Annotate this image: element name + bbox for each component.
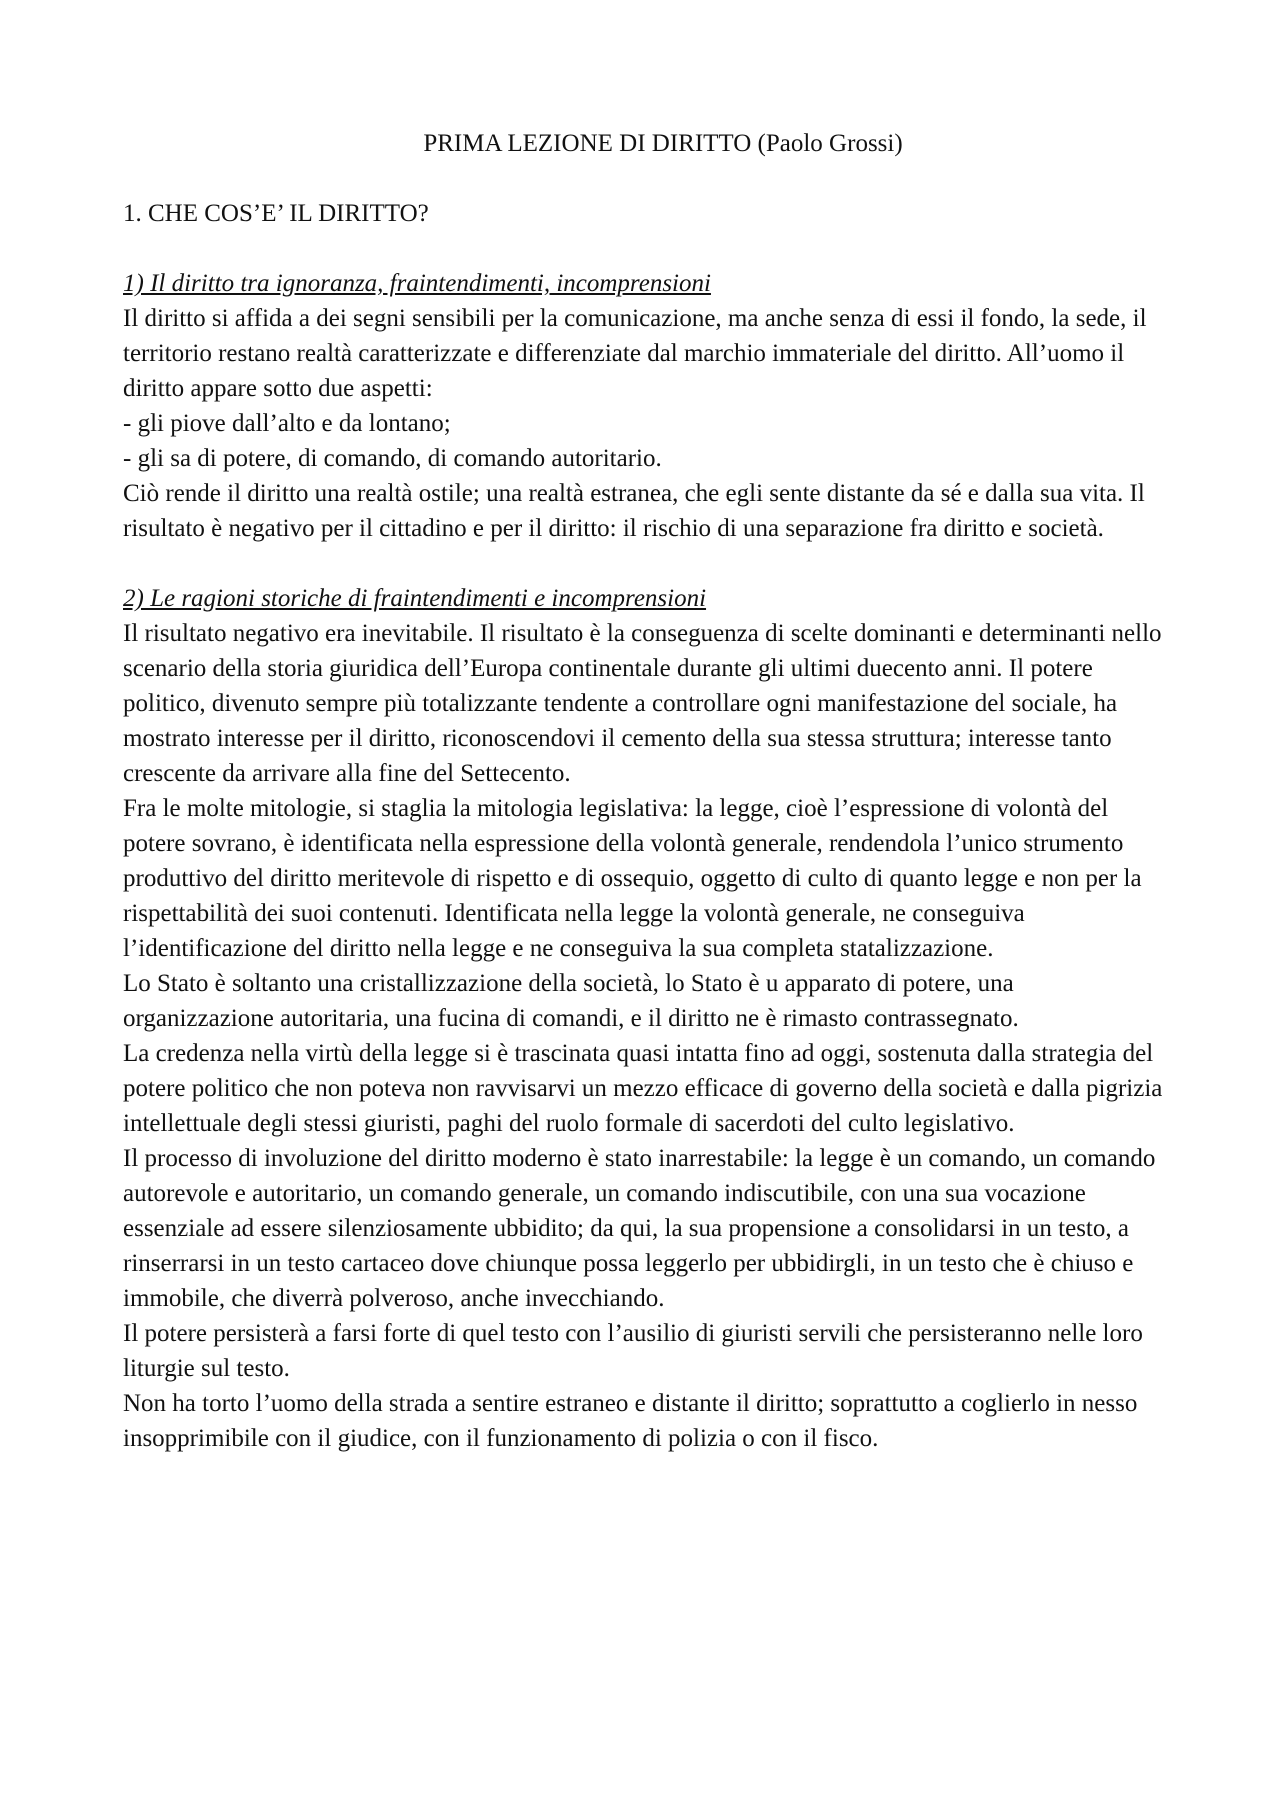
paragraph: Il potere persisterà a farsi forte di quel testo con l’ausilio di giuristi servili che persisteranno nelle loro liturgie sul testo. bbox=[123, 1320, 1143, 1382]
section-1 bbox=[123, 266, 1163, 546]
document-title: PRIMA LEZIONE DI DIRITTO (Paolo Grossi) bbox=[423, 130, 903, 157]
section-2 bbox=[123, 581, 1163, 1456]
paragraph: Lo Stato è soltanto una cristallizzazione della società, lo Stato è u apparato di potere, una organizzazione autoritaria, una fucina di comandi, e il diritto ne è rimasto contrassegnato. bbox=[123, 970, 1019, 1032]
paragraph: La credenza nella virtù della legge si è trascinata quasi intatta fino ad oggi, sostenuta dalla strategia del potere politico che non poteva non ravvisarvi un mezzo efficace di governo della società e dalla pigrizia intellettuale degli stessi giuristi, paghi del ruolo formale di sacerdoti del culto legislativo. bbox=[123, 1040, 1163, 1137]
paragraph: Fra le molte mitologie, si staglia la mitologia legislativa: la legge, cioè l’espressione di volontà del potere sovrano, è identificata nella espressione della volontà generale, rendendola l’unico strumento produttivo del diritto meritevole di rispetto e di ossequio, oggetto di culto di quanto legge e non per la rispettabilità dei suoi contenuti. Identificata nella legge la volontà generale, ne conseguiva l’identificazione del diritto nella legge e ne conseguiva la sua completa statalizzazione. bbox=[123, 795, 1142, 962]
paragraph: Il diritto si affida a dei segni sensibili per la comunicazione, ma anche senza di essi il fondo, la sede, il territorio restano realtà caratterizzate e differenziate dal marchio immateriale del diritto. All’uomo il diritto appare sotto due aspetti: bbox=[123, 305, 1147, 402]
paragraph: Non ha torto l’uomo della strada a sentire estraneo e distante il diritto; soprattutto a coglierlo in nesso insopprimibile con il giudice, con il funzionamento di polizia o con il fisco. bbox=[123, 1390, 1138, 1452]
paragraph: Ciò rende il diritto una realtà ostile; una realtà estranea, che egli sente distante da sé e dalla sua vita. Il risultato è negativo per il cittadino e per il diritto: il rischio di una separazione fra diritto e società. bbox=[123, 480, 1145, 542]
paragraph: Il processo di involuzione del diritto moderno è stato inarrestabile: la legge è un comando, un comando autorevole e autoritario, un comando generale, un comando indiscutibile, con una sua vocazione essenziale ad essere silenziosamente ubbidito; da qui, la sua propensione a consolidarsi in un testo, a rinserrarsi in un testo cartaceo dove chiunque possa leggerlo per ubbidirgli, in un testo che è chiuso e immobile, che diverrà polveroso, anche invecchiando. bbox=[123, 1145, 1156, 1312]
section-heading: 1) Il diritto tra ignoranza, fraintendimenti, incomprensioni bbox=[123, 270, 711, 297]
bullet-item: - gli sa di potere, di comando, di comando autoritario. bbox=[123, 445, 662, 472]
chapter-heading: 1. CHE COS’E’ IL DIRITTO? bbox=[123, 200, 429, 227]
bullet-item: - gli piove dall’alto e da lontano; bbox=[123, 410, 451, 437]
document-content bbox=[123, 126, 1163, 1456]
paragraph: Il risultato negativo era inevitabile. Il risultato è la conseguenza di scelte dominanti e determinanti nello scenario della storia giuridica dell’Europa continentale durante gli ultimi duecento anni. Il potere politico, divenuto sempre più totalizzante tendente a controllare ogni manifestazione del sociale, ha mostrato interesse per il diritto, riconoscendovi il cemento della sua stessa struttura; interesse tanto crescente da arrivare alla fine del Settecento. bbox=[123, 620, 1162, 787]
section-heading: 2) Le ragioni storiche di fraintendimenti e incomprensioni bbox=[123, 585, 707, 612]
